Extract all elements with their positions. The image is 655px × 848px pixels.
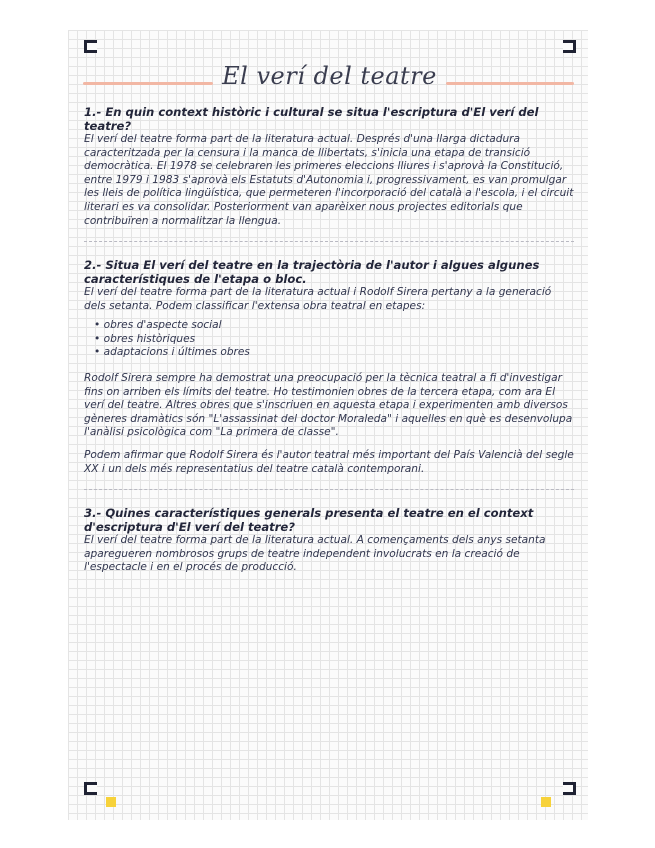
- title-underline-right: [446, 82, 574, 85]
- notes-body: [84, 106, 574, 575]
- question-1: 1.- En quin context històric i cultural se situa l'escriptura d'El verí del teatre?: [84, 105, 539, 133]
- section-divider: [84, 489, 574, 491]
- corner-bracket-icon: [563, 40, 576, 53]
- section-3: [84, 507, 574, 575]
- yellow-sticker: [541, 797, 551, 807]
- stages-list: [94, 319, 574, 359]
- question-2: 2.- Situa El verí del teatre en la trajectòria de l'autor i algues algunes característiques de l'etapa o bloc.: [84, 258, 540, 286]
- list-item: • obres històriques: [94, 333, 574, 346]
- list-item: • obres d'aspecte social: [94, 319, 574, 332]
- corner-bracket-icon: [563, 782, 576, 795]
- question-3: 3.- Quines característiques generals presenta el teatre en el context d'escriptura d'El verí del teatre?: [84, 506, 534, 534]
- yellow-sticker: [106, 797, 116, 807]
- title-underline-left: [83, 82, 213, 85]
- page-title: El verí del teatre: [222, 62, 437, 90]
- corner-bracket-icon: [84, 782, 97, 795]
- section-2: [84, 259, 574, 476]
- corner-bracket-icon: [84, 40, 97, 53]
- answer-1-paragraph: El verí del teatre forma part de la literatura actual. Després d'una llarga dictadura caracteritzada per la censura i la manca de llibertats, s'inicia una etapa de transició democràtica. El 1978 se celebraren les primeres eleccions lliures i s'aprovà la Constitució, entre 1979 i 1983 s'aprovà els Estatuts d'Autonomia i, progressivament, es van promulgar les lleis de política lingüística, que permeteren l'incorporació del català a l'escola, i el circuit literari es va consolidar. Posteriorment van aparèixer nous projectes editorials que contribuïren a normalitzar la llengua.: [84, 133, 574, 227]
- answer-2-intro: El verí del teatre forma part de la literatura actual i Rodolf Sirera pertany a la generació dels setanta. Podem classificar l'extensa obra teatral en etapes:: [84, 286, 552, 312]
- section-1: [84, 106, 574, 228]
- list-item: • adaptacions i últimes obres: [94, 346, 574, 359]
- answer-3-paragraph: El verí del teatre forma part de la literatura actual. A començaments dels anys setanta aparegueren nombrosos grups de teatre independent involucrats en la creació de l'espectacle i en el procés de producció.: [84, 534, 546, 574]
- answer-2-conclusion: Podem afirmar que Rodolf Sirera és l'autor teatral més important del País Valencià del segle XX i un dels més representatius del teatre català contemporani.: [84, 448, 574, 475]
- answer-2-paragraph: Rodolf Sirera sempre ha demostrat una preocupació per la tècnica teatral a fi d'investigar fins on arriben els límits del teatre. Ho testimonien obres de la tercera etapa, com ara El verí del teatre. Altres obres que s'inscriuen en aquesta etapa i experimenten amb diversos gèneres dramàtics són "L'assassinat del doctor Moraleda" i aquelles en què es desenvolupa l'anàlisi psicològica com "La primera de classe".: [84, 371, 573, 439]
- section-divider: [84, 241, 574, 243]
